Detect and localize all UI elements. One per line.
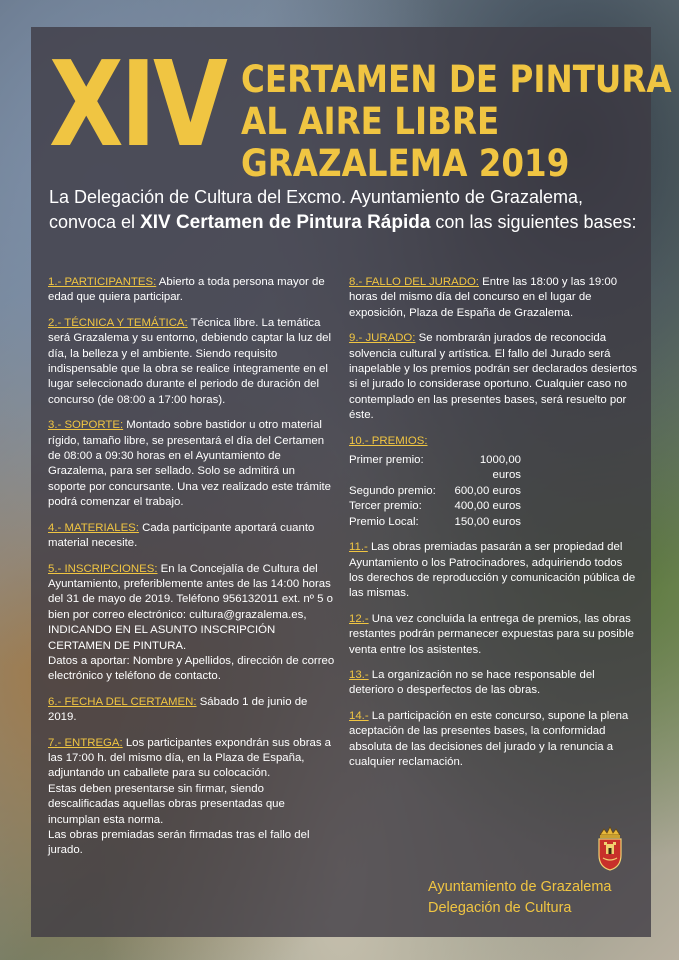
rule-heading: 13.-	[349, 668, 369, 681]
intro-part-2: con las siguientes bases:	[430, 212, 637, 232]
rule-heading: 14.-	[349, 709, 369, 722]
rule-heading: 10.- PREMIOS:	[349, 434, 428, 447]
rule-text: Los participantes expondrán sus obras a las 17:00 h. del mismo día, en la Plaza de España, adjuntando un caballete para su colocación.	[48, 736, 332, 780]
title-numeral: XIV	[49, 35, 225, 173]
rule-4	[48, 521, 336, 552]
rule-11	[349, 540, 639, 602]
footer-line-2: Delegación de Cultura	[428, 900, 572, 916]
rule-7-main	[48, 736, 336, 782]
rule-heading: 1.- PARTICIPANTES:	[48, 276, 157, 288]
rule-text: Sábado 1 de junio de 2019.	[48, 695, 308, 724]
rule-text-extra: Datos a aportar: Nombre y Apellidos, dirección de correo electrónico y teléfono de contacto.	[48, 654, 335, 683]
rule-14	[349, 709, 639, 771]
rule-text: Abierto a toda persona mayor de edad que quiera participar.	[48, 276, 325, 304]
intro-part-1: La Delegación de Cultura del Excmo. Ayuntamiento de Grazalema, convoca el	[49, 187, 583, 232]
prize-label: Tercer premio:	[349, 500, 422, 513]
poster-title	[31, 27, 672, 187]
rule-text-extra: Estas deben presentarse sin firmar, siendo descalificadas aquellas obras presentadas que incumplan esta norma.	[48, 782, 285, 826]
rule-9	[349, 331, 639, 423]
footer-signature	[428, 877, 638, 919]
footer-line-1: Ayuntamiento de Grazalema	[428, 879, 612, 895]
rule-heading: 7.- ENTREGA:	[48, 736, 123, 749]
rule-text: Se nombrarán jurados de reconocida solvencia cultural y artística. El fallo del Jurado será inapelable y los premios podrán ser declarados desiertos si el jurado lo considerase oportuno. Cualquier caso no contemplado en las presentes bases, será resuelto por éste.	[349, 332, 638, 422]
rule-heading: 8.- FALLO DEL JURADO:	[349, 276, 479, 288]
rule-2	[48, 316, 336, 408]
prize-row	[349, 515, 639, 530]
rule-heading: 12.-	[349, 612, 369, 625]
title-line-3: GRAZALEMA 2019	[241, 142, 570, 185]
rule-heading: 6.- FECHA DEL CERTAMEN:	[48, 695, 197, 708]
rule-1	[48, 275, 336, 306]
rule-5	[48, 562, 336, 685]
rule-text: En la Concejalía de Cultura del Ayuntamiento, preferiblemente antes de las 14:00 horas del 31 de mayo de 2019. Teléfono 956132011 ext. nº 5 o bien por correo electrónico: cultura@grazalema.es, INDICANDO EN EL ASUNTO INSCRIPCIÓN CERTAMEN DE PINTURA.	[48, 562, 333, 652]
rule-12	[349, 612, 639, 658]
rule-5-main	[48, 562, 336, 654]
rule-heading: 11.-	[349, 541, 368, 554]
rule-10-main	[349, 434, 639, 449]
rule-heading: 3.- SOPORTE:	[48, 419, 124, 432]
rule-text: Entre las 18:00 y las 19:00 horas del mismo día del concurso en el lugar de exposición, Plaza de España de Grazalema.	[349, 276, 618, 319]
prize-row	[349, 453, 639, 484]
rule-6	[48, 695, 336, 726]
title-line-1: CERTAMEN DE PINTURA	[241, 58, 672, 101]
prize-row	[349, 484, 639, 499]
rule-heading: 4.- MATERIALES:	[48, 521, 139, 534]
rule-text: Las obras premiadas pasarán a ser propiedad del Ayuntamiento o los Patrocinadores, adquiriendo todos los derechos de reproducción y comunicación pública de las mismas.	[349, 541, 636, 600]
rule-text: La participación en este concurso, supone la plena aceptación de las presentes bases, la conformidad absoluta de las decisiones del jurado y la renuncia a cualquier reclamación.	[349, 709, 629, 768]
prize-label: Primer premio:	[349, 454, 424, 467]
rule-text: Técnica libre. La temática será Grazalema y su entorno, debiendo captar la luz del día, la belleza y el ambiente. Siendo requisito indispensable que la obra se realice íntegramente en el lugar seleccionado durante el periodo de duración del concurso (de 08:00 a 17:00 horas).	[48, 316, 332, 406]
rule-text-extra-2: Las obras premiadas serán firmadas tras el fallo del jurado.	[48, 829, 310, 857]
rule-3	[48, 418, 336, 510]
content-panel	[31, 27, 672, 937]
municipal-coat-of-arms-icon	[595, 825, 625, 871]
prize-row	[349, 499, 639, 514]
rule-heading: 9.- JURADO:	[349, 332, 416, 345]
rule-8	[349, 275, 639, 321]
intro-highlight: XIV Certamen de Pintura Rápida	[140, 212, 431, 233]
title-line-2: AL AIRE LIBRE	[241, 100, 500, 143]
rule-text: Montado sobre bastidor u otro material rígido, tamaño libre, se presentará el día del Certamen de 08:00 a 09:30 horas en el Ayuntamiento de Grazalema, para ser sellado. Solo se admitirá un soporte por concursante. Una vez realizado este trámite podrá comenzar el trabajo.	[48, 419, 332, 509]
prize-value: 400,00 euros	[454, 500, 521, 513]
prize-value: 600,00 euros	[454, 484, 521, 497]
rule-heading: 2.- TÉCNICA Y TEMÁTICA:	[48, 316, 188, 329]
prize-value: 150,00 euros	[454, 515, 521, 528]
rule-text: Una vez concluida la entrega de premios, las obras restantes podrán permanecer expuestas para su posible venta entre los asistentes.	[349, 612, 634, 656]
prize-label: Segundo premio:	[349, 484, 436, 497]
prize-list	[349, 453, 639, 530]
rule-7	[48, 736, 336, 859]
rules-column-right	[349, 275, 639, 780]
rule-heading: 5.- INSCRIPCIONES:	[48, 562, 158, 575]
prize-label: Premio Local:	[349, 515, 419, 528]
rule-text: Cada participante aportará cuanto material necesite.	[48, 521, 315, 550]
intro-text	[49, 185, 639, 235]
rule-10	[349, 434, 639, 530]
rules-column-left	[48, 275, 336, 869]
prize-value: 1000,00 euros	[479, 454, 521, 482]
rule-text: La organización no se hace responsable del deterioro o desperfectos de las obras.	[349, 668, 595, 697]
rule-13	[349, 668, 639, 699]
